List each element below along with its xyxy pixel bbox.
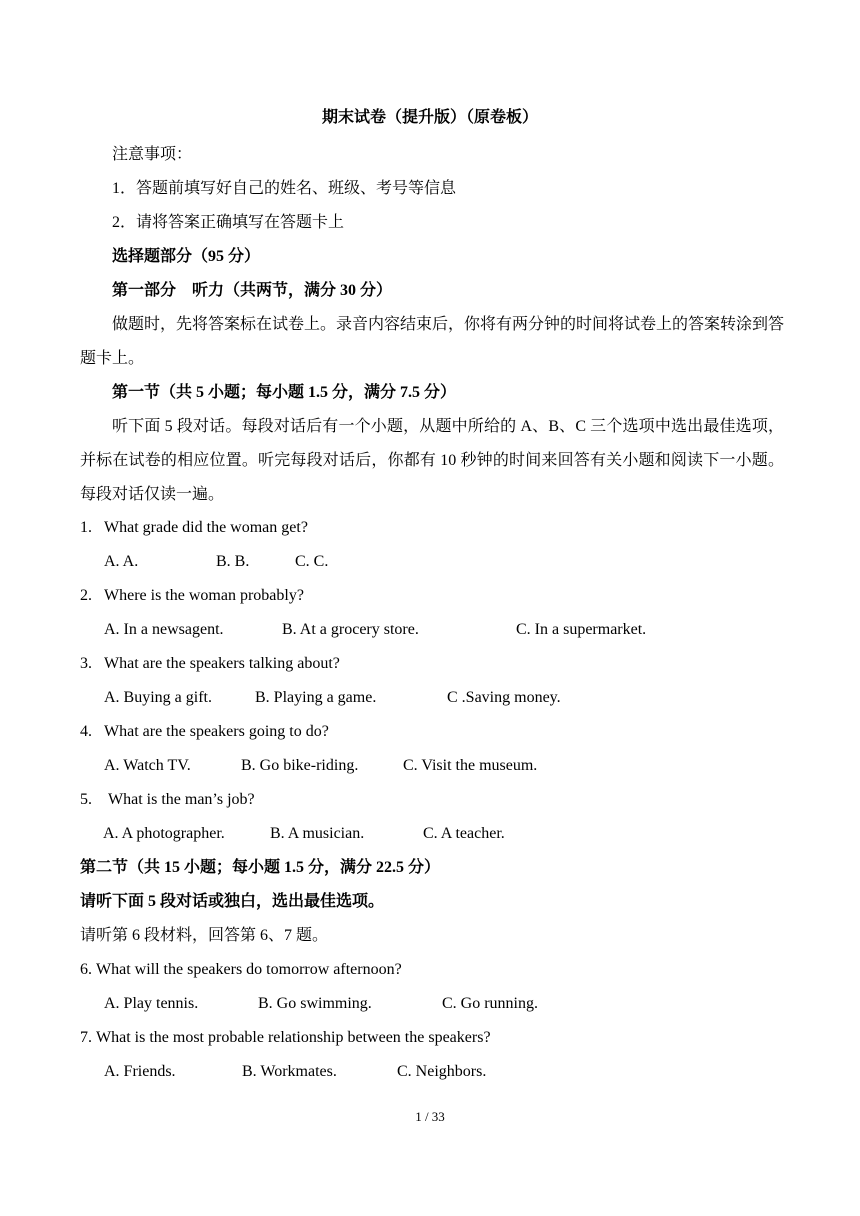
question-number: 4. bbox=[80, 723, 92, 740]
option-c: C. In a supermarket. bbox=[516, 621, 647, 638]
option-b: B. Playing a game. bbox=[255, 689, 377, 706]
option-b: B. A musician. bbox=[270, 825, 365, 842]
option-b: B. Go bike-riding. bbox=[241, 757, 359, 774]
question-number: 3. bbox=[80, 655, 92, 672]
part-heading: 选择题部分（95 分） bbox=[112, 248, 261, 265]
question-text: What is the man’s job? bbox=[108, 791, 255, 808]
option-a: A. A photographer. bbox=[103, 825, 225, 842]
question-text: What will the speakers do tomorrow afternoon? bbox=[96, 961, 402, 978]
option-a: A. Buying a gift. bbox=[104, 689, 212, 706]
question-number: 1. bbox=[80, 519, 92, 536]
page-number: 1 / 33 bbox=[415, 1109, 445, 1124]
material-note: 请听第 6 段材料，回答第 6、7 题。 bbox=[80, 927, 329, 944]
option-b: B. Workmates. bbox=[242, 1063, 337, 1080]
option-c: C .Saving money. bbox=[447, 689, 561, 706]
question-number: 6. bbox=[80, 961, 92, 978]
option-c: C. Visit the museum. bbox=[403, 757, 538, 774]
option-b: B. B. bbox=[216, 553, 250, 570]
option-c: C. A teacher. bbox=[423, 825, 505, 842]
section2-heading: 第二节（共 15 小题；每小题 1.5 分，满分 22.5 分） bbox=[80, 859, 441, 876]
question-text: What are the speakers going to do? bbox=[104, 723, 329, 740]
notes-heading: 注意事项： bbox=[112, 146, 193, 163]
option-c: C. Neighbors. bbox=[397, 1063, 487, 1080]
question-number: 5. bbox=[80, 791, 92, 808]
option-b: B. Go swimming. bbox=[258, 995, 372, 1012]
question-number: 2. bbox=[80, 587, 92, 604]
option-c: C. C. bbox=[295, 553, 329, 570]
listening-heading: 第一部分 听力（共两节，满分 30 分） bbox=[112, 282, 393, 299]
section1-instruction: 听下面 5 段对话。每段对话后有一个小题，从题中所给的 A、B、C 三个选项中选出最佳选项，并标在试卷的相应位置。听完每段对话后，你都有 10 秒钟的时间来回答有关小题和阅读下一小题。每段对话仅读一遍。 bbox=[80, 418, 784, 503]
option-a: A. Watch TV. bbox=[104, 757, 191, 774]
option-b: B. At a grocery store. bbox=[282, 621, 419, 638]
page-title: 期末试卷（提升版）（原卷板） bbox=[321, 109, 538, 126]
question-text: What are the speakers talking about? bbox=[104, 655, 340, 672]
question-text: What is the most probable relationship between the speakers? bbox=[96, 1029, 491, 1046]
option-a: A. Friends. bbox=[104, 1063, 176, 1080]
note-item-1: 1．答题前填写好自己的姓名、班级、考号等信息 bbox=[112, 180, 457, 197]
question-number: 7. bbox=[80, 1029, 92, 1046]
question-text: Where is the woman probably? bbox=[104, 587, 304, 604]
note-item-2: 2．请将答案正确填写在答题卡上 bbox=[112, 214, 345, 231]
option-c: C. Go running. bbox=[442, 995, 538, 1012]
option-a: A. A. bbox=[104, 553, 139, 570]
section1-heading: 第一节（共 5 小题；每小题 1.5 分，满分 7.5 分） bbox=[112, 384, 457, 401]
option-a: A. Play tennis. bbox=[104, 995, 199, 1012]
option-a: A. In a newsagent. bbox=[104, 621, 224, 638]
listening-instruction: 做题时，先将答案标在试卷上。录音内容结束后，你将有两分钟的时间将试卷上的答案转涂到答题卡上。 bbox=[80, 316, 785, 367]
question-text: What grade did the woman get? bbox=[104, 519, 308, 536]
section2-instruction: 请听下面 5 段对话或独白，选出最佳选项。 bbox=[80, 893, 385, 910]
